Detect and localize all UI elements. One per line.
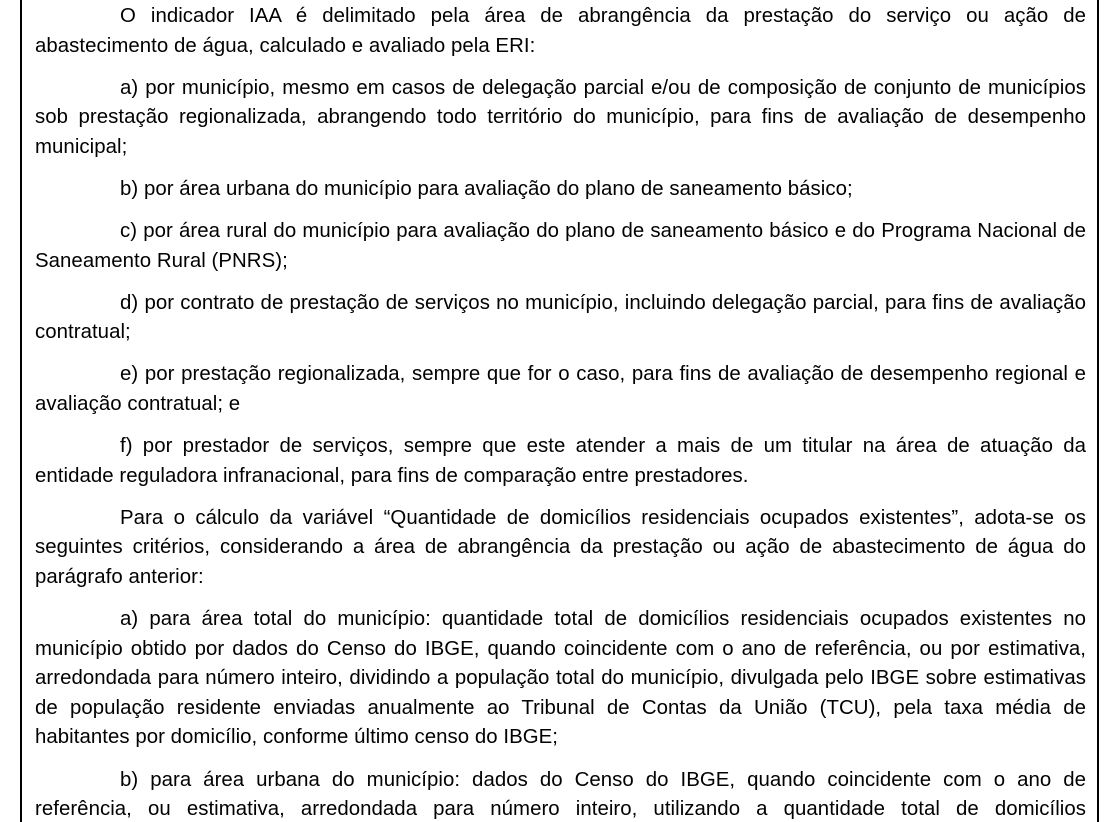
paragraph-item-e: e) por prestação regionalizada, sempre que for o caso, para fins de avaliação de desempenho regional e avaliação contratual; e <box>35 363 1086 416</box>
table-cell-left-border <box>20 0 22 822</box>
document-body <box>35 0 1086 822</box>
table-cell-right-border <box>1097 0 1099 822</box>
paragraph-item-c: c) por área rural do município para avaliação do plano de saneamento básico e do Programa Nacional de Saneamento Rural (PNRS); <box>35 220 1086 272</box>
paragraph-intro: O indicador IAA é delimitado pela área de abrangência da prestação do serviço ou ação de abastecimento de água, calculado e avaliado pela ERI: <box>35 5 1086 57</box>
paragraph-criterio-a: a) para área total do município: quantidade total de domicílios residenciais ocupados existentes no município obtido por dados do Censo do IBGE, quando coincidente com o ano de referência, ou por estimativa, arredondada para número inteiro, dividindo a população total do município, divulgada pelo IBGE sobre estimativas de população residente enviadas anualmente ao Tribunal de Contas da União (TCU), pela taxa média de habitantes por domicílio, conforme último censo do IBGE; <box>35 608 1086 749</box>
paragraph-item-d: d) por contrato de prestação de serviços no município, incluindo delegação parcial, para fins de avaliação contratual; <box>35 291 1086 344</box>
paragraph-item-a: a) por município, mesmo em casos de delegação parcial e/ou de composição de conjunto de municípios sob prestação regionalizada, abrangendo todo território do município, para fins de avaliação de desempenho municipal; <box>35 76 1086 158</box>
paragraph-item-b: b) por área urbana do município para avaliação do plano de saneamento básico; <box>120 177 853 200</box>
paragraph-criterios-intro: Para o cálculo da variável “Quantidade de domicílios residenciais ocupados existentes”, adota-se os seguintes critérios, considerando a área de abrangência da prestação ou ação de abastecimento de água do parágrafo anterior: <box>35 506 1086 588</box>
paragraph-item-f: f) por prestador de serviços, sempre que este atender a mais de um titular na área de atuação da entidade reguladora infranacional, para fins de comparação entre prestadores. <box>35 435 1086 487</box>
paragraph-criterio-b: b) para área urbana do município: dados do Censo do IBGE, quando coincidente com o ano de referência, ou estimativa, arredondada para número inteiro, utilizando a quantidade total de domicílios <box>35 768 1086 821</box>
